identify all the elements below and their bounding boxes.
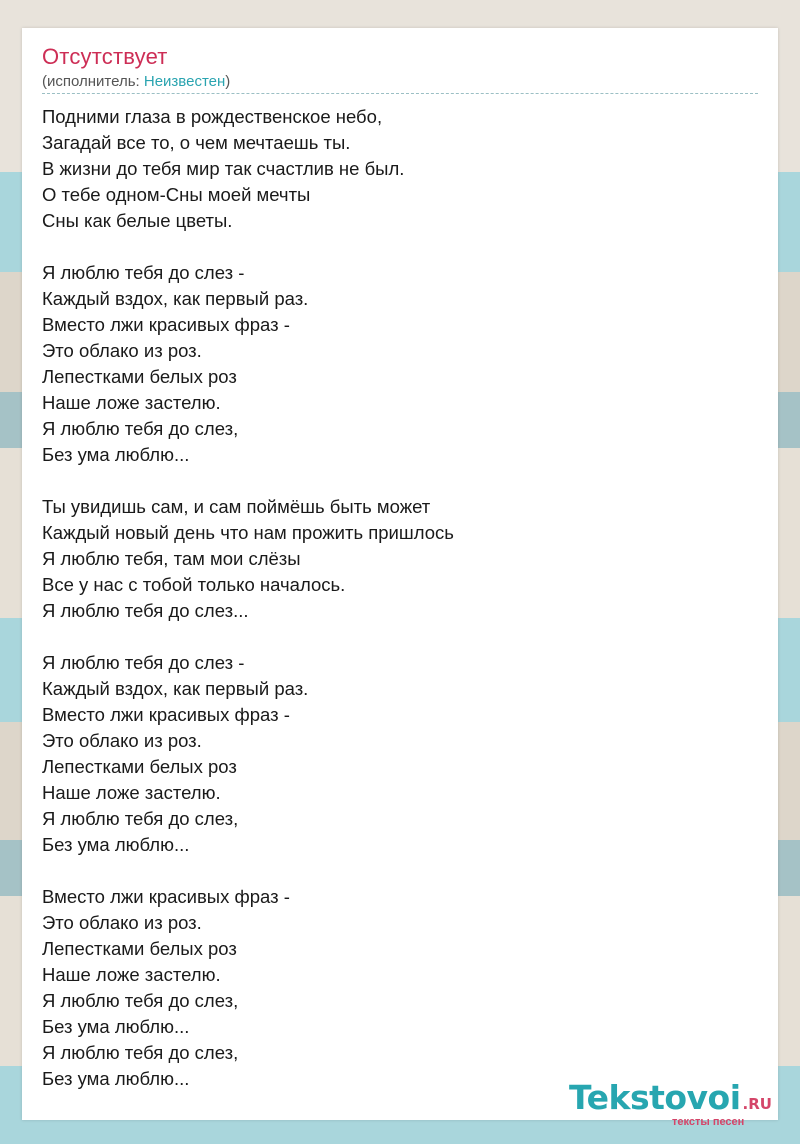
- lyric-line: Вместо лжи красивых фраз -: [42, 886, 290, 907]
- logo-name: Tekstovoi: [569, 1078, 741, 1117]
- lyric-line: Я люблю тебя до слез...: [42, 600, 249, 621]
- lyric-line: Без ума люблю...: [42, 444, 190, 465]
- lyrics-card: [22, 28, 778, 1128]
- artist-suffix: ): [225, 73, 231, 90]
- lyrics-body: [42, 104, 454, 1092]
- lyrics-stanza: [42, 494, 454, 624]
- lyric-line: Это облако из роз.: [42, 340, 202, 361]
- lyric-line: Я люблю тебя до слез,: [42, 808, 239, 829]
- lyric-line: Без ума люблю...: [42, 834, 190, 855]
- lyric-line: Я люблю тебя до слез,: [42, 418, 239, 439]
- lyric-line: Без ума люблю...: [42, 1016, 190, 1037]
- lyric-line: Я люблю тебя до слез -: [42, 652, 245, 673]
- lyric-line: Это облако из роз.: [42, 730, 202, 751]
- lyrics-stanza: [42, 104, 454, 234]
- lyric-line: Наше ложе застелю.: [42, 782, 221, 803]
- divider: [42, 93, 758, 94]
- artist-link[interactable]: Неизвестен: [143, 73, 226, 90]
- lyrics-stanza: [42, 650, 454, 858]
- artist-line: [42, 73, 230, 90]
- lyric-line: Вместо лжи красивых фраз -: [42, 704, 290, 725]
- logo-tagline: тексты песен: [672, 1116, 745, 1128]
- lyric-line: Каждый вздох, как первый раз.: [42, 288, 309, 309]
- lyrics-stanza: [42, 260, 454, 468]
- lyric-line: Вместо лжи красивых фраз -: [42, 314, 290, 335]
- lyric-line: О тебе одном-Сны моей мечты: [42, 184, 311, 205]
- lyric-line: Я люблю тебя до слез -: [42, 262, 245, 283]
- lyric-line: Лепестками белых роз: [42, 938, 237, 959]
- logo-tld: .RU: [742, 1095, 772, 1113]
- lyric-line: Я люблю тебя до слез,: [42, 990, 239, 1011]
- lyrics-stanza: [42, 884, 454, 1092]
- artist-prefix: (исполнитель:: [42, 73, 144, 90]
- lyric-line: Без ума люблю...: [42, 1068, 190, 1089]
- lyric-line: В жизни до тебя мир так счастлив не был.: [42, 158, 405, 179]
- lyric-line: Я люблю тебя до слез,: [42, 1042, 239, 1063]
- site-logo[interactable]: [569, 1078, 772, 1117]
- lyric-line: Лепестками белых роз: [42, 756, 237, 777]
- lyric-line: Каждый новый день что нам прожить пришлось: [42, 522, 454, 543]
- lyric-line: Каждый вздох, как первый раз.: [42, 678, 309, 699]
- lyric-line: Это облако из роз.: [42, 912, 202, 933]
- lyric-line: Я люблю тебя, там мои слёзы: [42, 548, 301, 569]
- lyric-line: Все у нас с тобой только началось.: [42, 574, 346, 595]
- lyric-line: Лепестками белых роз: [42, 366, 237, 387]
- song-title: Отсутствует: [42, 44, 168, 69]
- lyric-line: Сны как белые цветы.: [42, 210, 233, 231]
- lyric-line: Наше ложе застелю.: [42, 964, 221, 985]
- lyric-line: Наше ложе застелю.: [42, 392, 221, 413]
- lyric-line: Ты увидишь сам, и сам поймёшь быть может: [42, 496, 431, 517]
- lyric-line: Загадай все то, о чем мечтаешь ты.: [42, 132, 351, 153]
- lyric-line: Подними глаза в рождественское небо,: [42, 106, 383, 127]
